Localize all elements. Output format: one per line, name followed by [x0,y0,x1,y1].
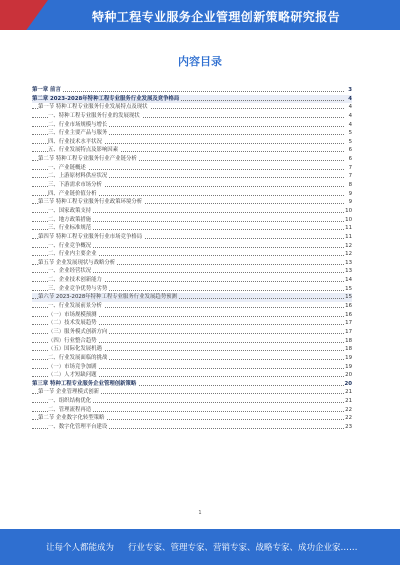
toc-entry-page: 6 [348,156,352,163]
toc-entry-page: 16 [345,311,352,318]
toc-entry-page: 17 [345,320,352,327]
toc-entry[interactable] [32,190,352,199]
toc-entry-title: 第二节 特种工程专业服务行业产业链分析 [38,156,137,163]
toc-entry-page: 21 [345,398,352,405]
toc-entry[interactable] [32,423,352,432]
toc-entry-title: 三、行业标准规范 [48,225,92,232]
toc-entry-title: 四、产业链价值分析 [48,190,97,197]
table-of-contents [32,86,352,432]
toc-entry-page: 11 [345,225,352,232]
toc-entry-title: 第三节 特种工程专业服务行业政策环境分析 [38,199,143,206]
toc-entry[interactable] [32,86,352,95]
toc-entry-page: 22 [345,415,352,422]
toc-entry-title: 二、行业市场规模与增长 [48,121,108,128]
toc-entry[interactable] [32,259,352,268]
toc-entry[interactable] [32,267,352,276]
toc-entry[interactable] [32,207,352,216]
toc-entry-page: 10 [345,207,352,214]
toc-entry[interactable] [32,198,352,207]
header-bar [0,0,400,30]
toc-entry[interactable] [32,224,352,233]
toc-entry-page: 12 [345,251,352,258]
toc-entry-page: 4 [348,121,352,128]
toc-entry[interactable] [32,363,352,372]
toc-entry-page: 5 [348,130,352,137]
toc-entry[interactable] [32,371,352,380]
toc-entry[interactable] [32,95,352,104]
toc-entry-title: 一、特种工程专业服务行业的发展现状 [48,112,140,119]
toc-entry[interactable] [32,414,352,423]
toc-entry[interactable] [32,406,352,415]
toc-entry[interactable] [32,233,352,242]
toc-entry[interactable] [32,216,352,225]
toc-entry-title: （五）国际化发展机遇 [48,346,102,353]
toc-entry-page: 21 [345,389,352,396]
toc-entry-page: 8 [348,182,352,189]
toc-entry-title: （一）市场规模预测 [48,311,97,318]
dot-leader [32,91,344,92]
toc-entry[interactable] [32,129,352,138]
toc-entry-page: 13 [345,268,352,275]
toc-entry[interactable] [32,121,352,130]
toc-entry-title: 一、数字化管理平台建设 [48,423,108,430]
toc-entry-title: 第二节 企业数字化转型策略 [38,415,105,422]
toc-entry-title: 第四节 特种工程专业服务行业市场竞争格局 [38,233,143,240]
toc-entry-title: （三）服务模式创新方向 [48,328,108,335]
toc-entry-page: 16 [345,303,352,310]
toc-entry-title: 第六节 2023-2028年特种工程专业服务行业发展趋势预测 [38,294,177,301]
toc-entry-title: 二、行业发展面临的挑战 [48,354,108,361]
toc-entry-title: 一、行业发展前景分析 [48,303,102,310]
toc-entry[interactable] [32,311,352,320]
toc-entry-page: 9 [348,199,352,206]
toc-entry[interactable] [32,276,352,285]
toc-entry-title: 一、企业经营状况 [48,268,92,275]
toc-entry-page: 23 [345,423,352,430]
toc-entry-page: 11 [345,233,352,240]
toc-entry[interactable] [32,397,352,406]
toc-entry-title: （四）行业整合趋势 [48,337,97,344]
toc-entry-page: 4 [348,95,352,102]
toc-entry[interactable] [32,250,352,259]
toc-entry[interactable] [32,285,352,294]
toc-entry-title: 五、行业发展特点及影响因素 [48,147,119,154]
toc-entry-page: 13 [345,259,352,266]
toc-entry-title: 一、组织结构优化 [48,398,92,405]
toc-entry[interactable] [32,328,352,337]
toc-entry[interactable] [32,181,352,190]
toc-entry-title: 三、企业竞争优势与劣势 [48,285,108,292]
toc-entry-page: 7 [348,164,352,171]
toc-entry[interactable] [32,380,352,389]
toc-entry[interactable] [32,354,352,363]
toc-entry-page: 19 [345,354,352,361]
toc-entry-title: 第三章 特种工程专业服务企业管理创新策略 [32,380,137,387]
footer-slogan: 让每个人都能成为 [46,543,115,553]
toc-entry-page: 3 [348,87,352,93]
toc-entry-title: 三、行业主要产品与服务 [48,130,108,137]
toc-entry[interactable] [32,138,352,147]
toc-entry[interactable] [32,242,352,251]
toc-entry[interactable] [32,172,352,181]
header-accent [0,0,48,30]
toc-entry-page: 14 [345,277,352,284]
toc-entry-page: 9 [348,190,352,197]
toc-entry[interactable] [32,293,352,302]
footer-tagline: 行业专家、管理专家、营销专家、战略专家、成功企业家…… [128,543,358,553]
toc-entry-page: 6 [348,147,352,154]
toc-entry-page: 20 [345,372,352,379]
toc-entry-title: 第二章 2023-2028年特种工程专业服务行业发展及竞争格局 [32,95,180,102]
toc-entry-title: 一、产业链概述 [48,164,86,171]
toc-entry[interactable] [32,164,352,173]
page-number: 1 [198,510,202,516]
toc-entry[interactable] [32,319,352,328]
toc-entry-title: 第五节 企业发展现状与战略分析 [38,259,116,266]
toc-entry-title: 三、下游需求市场分析 [48,182,102,189]
toc-entry[interactable] [32,112,352,121]
toc-entry-title: 第一节 企业管理模式创新 [38,389,100,396]
toc-entry-page: 22 [345,406,352,413]
footer-bar [0,529,400,565]
toc-entry[interactable] [32,146,352,155]
toc-entry-page: 4 [348,112,352,119]
toc-entry-title: （二）技术发展趋势 [48,320,97,327]
toc-entry-title: 一、行业竞争概况 [48,242,92,249]
toc-entry-title: 四、行业技术水平状况 [48,138,102,145]
toc-entry-page: 15 [345,285,352,292]
toc-entry-title: （一）市场竞争加剧 [48,363,97,370]
toc-entry-page: 15 [345,294,352,301]
toc-entry-page: 10 [345,216,352,223]
toc-entry-title: （二）人才短缺问题 [48,372,97,379]
toc-entry-page: 18 [345,337,352,344]
toc-entry-title: 二、地方政策措施 [48,216,92,223]
toc-entry-title: 第一章 前言 [32,87,61,93]
toc-entry-title: 第一节 特种工程专业服务行业发展特点及现状 [38,104,148,111]
toc-entry-page: 17 [345,328,352,335]
toc-entry-title: 一、国家政策支持 [48,207,92,214]
toc-entry[interactable] [32,103,352,112]
toc-entry-page: 18 [345,346,352,353]
toc-entry[interactable] [32,388,352,397]
toc-entry-page: 12 [345,242,352,249]
toc-entry-page: 19 [345,363,352,370]
toc-entry[interactable] [32,337,352,346]
toc-entry-title: 二、行业内主要企业 [48,251,97,258]
toc-entry-title: 二、企业技术创新能力 [48,277,102,284]
report-title: 特种工程专业服务企业管理创新策略研究报告 [92,10,341,24]
toc-heading: 内容目录 [178,55,222,68]
toc-entry-title: 二、管理流程再造 [48,406,92,413]
toc-entry-page: 20 [344,380,352,387]
toc-entry-page: 5 [348,138,352,145]
toc-entry-page: 4 [348,104,352,111]
toc-entry-title: 二、上游原材料供应状况 [48,173,108,180]
toc-entry[interactable] [32,155,352,164]
toc-entry[interactable] [32,345,352,354]
toc-entry[interactable] [32,302,352,311]
toc-entry-page: 7 [348,173,352,180]
